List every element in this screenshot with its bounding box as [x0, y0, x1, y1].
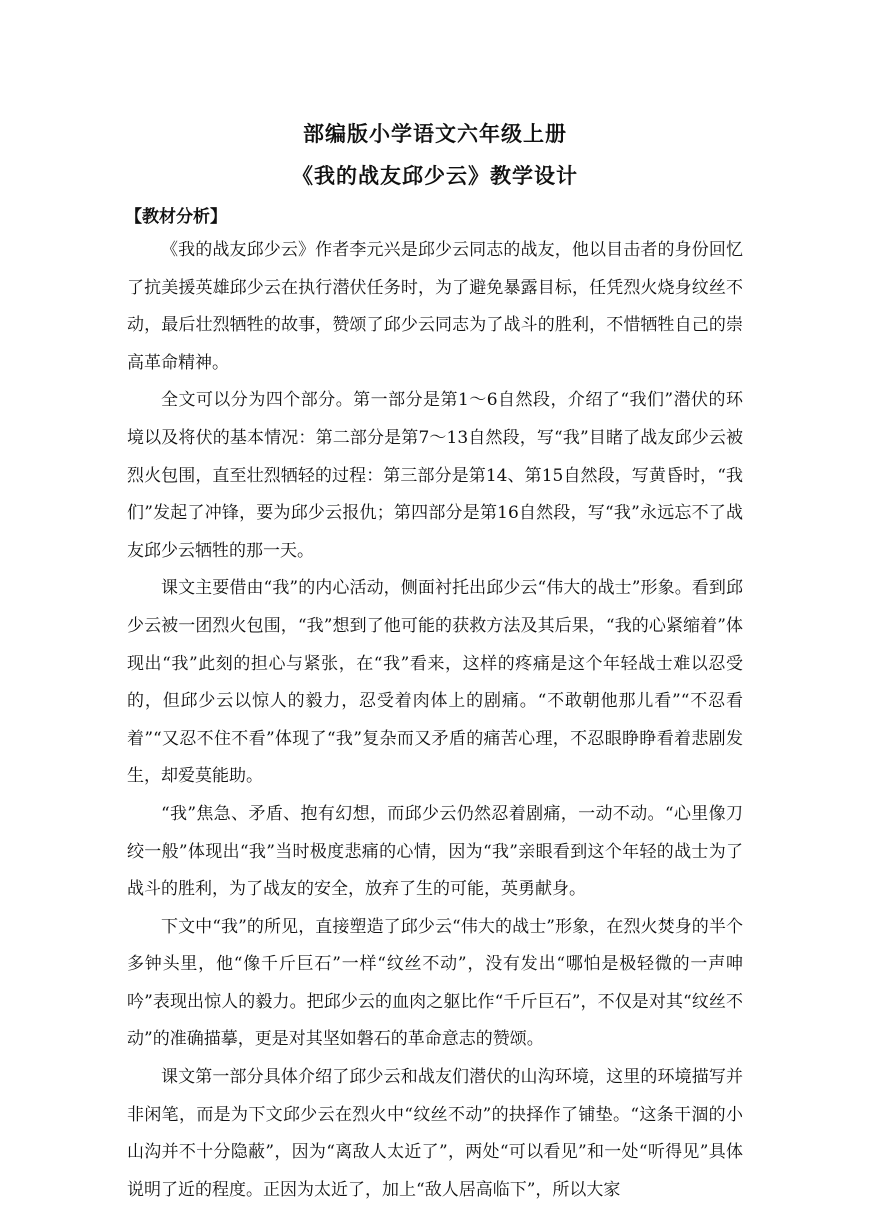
document-body — [127, 232, 743, 1209]
document-title-lesson: 《我的战友邱少云》教学设计 — [292, 163, 578, 188]
paragraph-6: 课文第一部分具体介绍了邱少云和战友们潜伏的山沟环境，这里的环境描写并非闲笔，而是为下文邱少云在烈火中“纹丝不动”的抉择作了铺垫。“这条干涸的小山沟并不十分隐蔽”，因为“离敌人太近了”，两处“可以看见”和一处“听得见”具体说明了近的程度。正因为太近了，加上“敌人居高临下”，所以大家 — [127, 1067, 743, 1200]
paragraph-4: “我”焦急、矛盾、抱有幻想，而邱少云仍然忍着剧痛，一动不动。“心里像刀绞一般”体现出“我”当时极度悲痛的心情，因为“我”亲眼看到这个年轻的战士为了战斗的胜利，为了战友的安全，放弃了生的可能，英勇献身。 — [127, 803, 743, 900]
paragraph-5: 下文中“我”的所见，直接塑造了邱少云“伟大的战士”形象，在烈火焚身的半个多钟头里，他“像千斤巨石”一样“纹丝不动”，没有发出“哪怕是极轻微的一声呻吟”表现出惊人的毅力。把邱少云的血肉之躯比作“千斤巨石”，不仅是对其“纹丝不动”的准确描摹，更是对其坚如磐石的革命意志的赞颂。 — [127, 916, 743, 1050]
document-title-grade: 部编版小学语文六年级上册 — [303, 121, 567, 146]
paragraph-1: 《我的战友邱少云》作者李元兴是邱少云同志的战友，他以目击者的身份回忆了抗美援英雄邱少云在执行潜伏任务时，为了避免暴露目标，任凭烈火烧身纹丝不动，最后壮烈牺牲的故事，赞颂了邱少云同志为了战斗的胜利，不惜牺牲自己的崇高革命精神。 — [127, 240, 743, 373]
section-heading-textbook-analysis: 【教材分析】 — [125, 207, 227, 227]
paragraph-3: 课文主要借由“我”的内心活动，侧面衬托出邱少云“伟大的战士”形象。看到邱少云被一团烈火包围，“我”想到了他可能的获救方法及其后果，“我的心紧缩着”体现出“我”此刻的担心与紧张，在“我”看来，这样的疼痛是这个年轻战士难以忍受的，但邱少云以惊人的毅力，忍受着肉体上的剧痛。“不敢朝他那儿看”“不忍看着”“又忍不住不看”体现了“我”复杂而又矛盾的痛苦心理，不忍眼睁睁看着悲剧发生，却爱莫能助。 — [127, 578, 743, 787]
paragraph-2: 全文可以分为四个部分。第一部分是第1～6自然段，介绍了“我们”潜伏的环境以及将伏的基本情况：第二部分是第7～13自然段，写“我”目睹了战友邱少云被烈火包围，直至壮烈牺轻的过程：第三部分是第14、第15自然段，写黄昏时，“我们”发起了冲锋，要为邱少云报仇；第四部分是第16自然段，写“我”永远忘不了战友邱少云牺牲的那一天。 — [127, 390, 743, 561]
